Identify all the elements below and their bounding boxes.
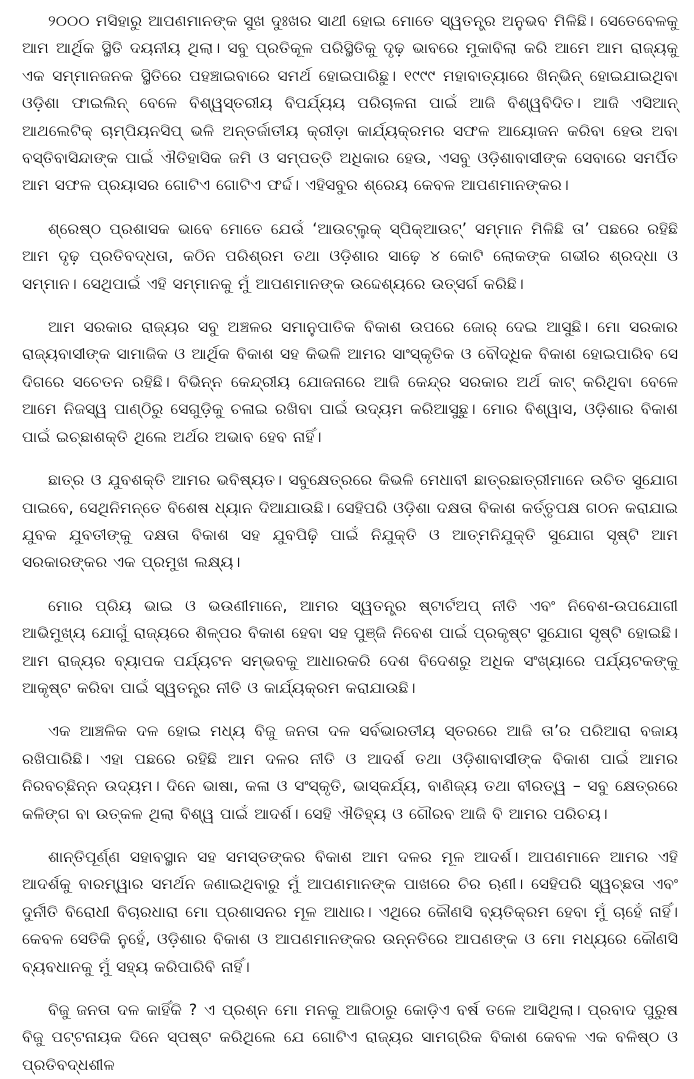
paragraph-3: ଆମ ସରକାର ରାଜ୍ୟର ସବୁ ଅଞ୍ଚଳର ସମାନୁପାତିକ ବିକାଶ ଉପରେ ଜୋର୍ ଦେଇ ଆସୁଛି। ମୋ ସରକାର ରାଜ୍ୟବାସୀଙ୍କ ସାମାଜିକ ଓ ଆର୍ଥିକ ବିକାଶ ସହ କିଭଳି ଆମର ସାଂସ୍କୃତିକ ଓ ବୌଦ୍ଧିକ ବିକାଶ ହୋଇପାରିବ ସେ ଦିଗରେ ସଚେତନ ରହିଛି। ବିଭିନ୍ନ କେନ୍ଦ୍ରୀୟ ଯୋଜନାରେ ଆଜି କେନ୍ଦ୍ର ସରକାର ଅର୍ଥ କାଟ୍ କରିଥିବା ବେଳେ ଆମେ ନିଜସ୍ୱ ପାଣ୍ଠିରୁ ସେଗୁଡ଼ିକୁ ଚଳାଇ ରଖିବା ପାଇଁ ଉଦ୍ୟମ କରିଆସୁଛୁ। ମୋର ବିଶ୍ୱାସ, ଓଡ଼ିଶାର ବିକାଶ ପାଇଁ ଇଚ୍ଛାଶକ୍ତି ଥିଲେ ଅର୍ଥର ଅଭାବ ହେବ ନାହିଁ। (22, 318, 678, 446)
paragraph-7: ଶାନ୍ତିପୂର୍ଣ୍ଣ ସହାବସ୍ଥାନ ସହ ସମସ୍ତଙ୍କର ବିକାଶ ଆମ ଦଳର ମୂଳ ଆଦର୍ଶ। ଆପଣମାନେ ଆମର ଏହି ଆଦର୍ଶକୁ ବାରମ୍ୱାର ସମର୍ଥନ ଜଣାଇଥିବାରୁ ମୁଁ ଆପଣମାନଙ୍କ ପାଖରେ ଚିର ଋଣୀ। ସେହିପରି ସ୍ୱଚ୍ଛତା ଏବଂ ଦୁର୍ନୀତି ବିରୋଧୀ ବିଚାରଧାରା ମୋ ପ୍ରଶାସନର ମୂଳ ଆଧାର। ଏଥିରେ କୌଣସି ବ୍ୟତିକ୍ରମ ହେବା ମୁଁ ଚାହେଁ ନାହିଁ। କେବଳ ସେତିକି ନୁହେଁ, ଓଡ଼ିଶାର ବିକାଶ ଓ ଆପଣମାନଙ୍କର ଉନ୍ନତିରେ ଆପଣଙ୍କ ଓ ମୋ ମଧ୍ୟରେ କୌଣସି ବ୍ୟବଧାନକୁ ମୁଁ ସହ୍ୟ କରିପାରିବି ନାହିଁ। (22, 847, 678, 976)
paragraph-2: ଶ୍ରେଷ୍ଠ ପ୍ରଶାସକ ଭାବେ ମୋତେ ଯେଉଁ ‘ଆଉଟ୍‌ଲୁକ୍ ସ୍ପିକ୍‌ଆଉଟ୍’ ସମ୍ମାନ ମିଳିଛି ତା’ ପଛରେ ରହିଛି ଆମ ଦୃଢ଼ ପ୍ରତିବଦ୍ଧତା, କଠିନ ପରିଶ୍ରମ ତଥା ଓଡ଼ିଶାର ସାଢ଼େ ୪ କୋଟି ଲୋକଙ୍କ ଗଭୀର ଶ୍ରଦ୍ଧା ଓ ସମ୍ମାନ। ସେଥିପାଇଁ ଏହି ସମ୍ମାନକୁ ମୁଁ ଆପଣମାନଙ୍କ ଉଦ୍ଦେଶ୍ୟରେ ଉତ୍ସର୍ଗ କରିଛି। (22, 219, 678, 293)
paragraph-1: ୨୦୦୦ ମସିହାରୁ ଆପଣମାନଙ୍କ ସୁଖ ଦୁଃଖର ସାଥୀ ହୋଇ ମୋତେ ସ୍ୱତନ୍ତ୍ର ଅନୁଭବ ମିଳିଛି। ସେତେବେଳକୁ ଆମ ଆର୍ଥିକ ସ୍ଥିତି ଦୟନୀୟ ଥିଲା। ସବୁ ପ୍ରତିକୂଳ ପରିସ୍ଥିତିକୁ ଦୃଢ଼ ଭାବରେ ମୁକାବିଲା କରି ଆମେ ଆମ ରାଜ୍ୟକୁ ଏକ ସମ୍ମାନଜନକ ସ୍ଥିତିରେ ପହଞ୍ଚାଇବାରେ ସମର୍ଥ ହୋଇପାରିଛୁ। ୧୯୯୯ ମହାବାତ୍ୟାରେ ଖିନ୍‌ଭିନ୍ ହୋଇଯାଇଥିବା ଓଡ଼ିଶା ଫାଇଲିନ୍ ବେଳେ ବିଶ୍ୱସ୍ତରୀୟ ବିପର୍ଯ୍ୟୟ ପରିଚାଳନା ପାଇଁ ଆଜି ବିଶ୍ୱବିଦିତ। ଆଜି ଏସିଆନ୍ ଆଥଲେଟିକ୍ ଚାମ୍ପିୟନସିପ୍ ଭଳି ଅନ୍ତର୍ଜାତୀୟ କ୍ରୀଡ଼ା କାର୍ଯ୍ୟକ୍ରମର ସଫଳ ଆୟୋଜନ କରିବା ହେଉ ଅବା ବସ୍ତିବାସିନ୍ଦାଙ୍କ ପାଇଁ ଐତିହାସିକ ଜମି ଓ ସମ୍ପତ୍ତି ଅଧିକାର ହେଉ, ଏସବୁ ଓଡ଼ିଶାବାସୀଙ୍କ ସେବାରେ ସମର୍ପିତ ଆମ ସଫଳ ପ୍ରୟାସର ଗୋଟିଏ ଗୋଟିଏ ଫର୍ଦ୍ଦ। ଏହିସବୁର ଶ୍ରେୟ କେବଳ ଆପଣମାନଙ୍କର। (22, 12, 678, 195)
paragraph-4: ଛାତ୍ର ଓ ଯୁବଶକ୍ତି ଆମର ଭବିଷ୍ୟତ। ସବୁକ୍ଷେତ୍ରରେ କିଭଳି ମେଧାବୀ ଛାତ୍ରଛାତ୍ରୀମାନେ ଉଚିତ ସୁଯୋଗ ପାଇବେ, ସେଥିନିମନ୍ତେ ବିଶେଷ ଧ୍ୟାନ ଦିଆଯାଉଛି। ସେହିପରି ଓଡ଼ିଶା ଦକ୍ଷତା ବିକାଶ କର୍ତ୍ତୃପକ୍ଷ ଗଠନ କରାଯାଇ ଯୁବକ ଯୁବତୀଙ୍କୁ ଦକ୍ଷତା ବିକାଶ ସହ ଯୁବପିଢ଼ି ପାଇଁ ନିଯୁକ୍ତି ଓ ଆତ୍ମନିଯୁକ୍ତି ସୁଯୋଗ ସୃଷ୍ଟି ଆମ ସରକାରଙ୍କର ଏକ ପ୍ରମୁଖ ଲକ୍ଷ୍ୟ। (22, 471, 678, 572)
paragraph-6: ଏକ ଆଞ୍ଚଳିକ ଦଳ ହୋଇ ମଧ୍ୟ ବିଜୁ ଜନତା ଦଳ ସର୍ବଭାରତୀୟ ସ୍ତରରେ ଆଜି ତା’ର ପରିଆରା ବଜାୟ ରଖିପାରିଛି। ଏହା ପଛରେ ରହିଛି ଆମ ଦଳର ନୀତି ଓ ଆଦର୍ଶ ତଥା ଓଡ଼ିଶାବାସୀଙ୍କ ବିକାଶ ପାଇଁ ଆମର ନିରବଚ୍ଛିନ୍ନ ଉଦ୍ୟମ। ଦିନେ ଭାଷା, କଳା ଓ ସଂସ୍କୃତି, ଭାସ୍କର୍ଯ୍ୟ, ବାଣିଜ୍ୟ ତଥା ବୀରତ୍ୱ – ସବୁ କ୍ଷେତ୍ରରେ କଳିଙ୍ଗ ବା ଉତ୍କଳ ଥିଲା ବିଶ୍ୱ ପାଇଁ ଆଦର୍ଶ। ସେହି ଐତିହ୍ୟ ଓ ଗୌରବ ଆଜି ବି ଆମର ପରିଚୟ। (22, 722, 678, 823)
paragraph-5: ମୋର ପ୍ରିୟ ଭାଇ ଓ ଭଉଣୀମାନେ, ଆମର ସ୍ୱତନ୍ତ୍ର ଷ୍ଟାର୍ଟଅପ୍ ନୀତି ଏବଂ ନିବେଶ-ଉପଯୋଗୀ ଆଭିମୁଖ୍ୟ ଯୋଗୁଁ ରାଜ୍ୟରେ ଶିଳ୍ପର ବିକାଶ ହେବା ସହ ପୁଞ୍ଜି ନିବେଶ ପାଇଁ ପ୍ରକୃଷ୍ଟ ସୁଯୋଗ ସୃଷ୍ଟି ହୋଇଛି। ଆମ ରାଜ୍ୟର ବ୍ୟାପକ ପର୍ଯ୍ୟଟନ ସମ୍ଭବକୁ ଆଧାରକରି ଦେଶ ବିଦେଶରୁ ଅଧିକ ସଂଖ୍ୟାରେ ପର୍ଯ୍ୟଟକଙ୍କୁ ଆକୃଷ୍ଟ କରିବା ପାଇଁ ସ୍ୱତନ୍ତ୍ର ନୀତି ଓ କାର୍ଯ୍ୟକ୍ରମ କରାଯାଉଛି। (22, 596, 678, 697)
paragraph-8: ବିଜୁ ଜନତା ଦଳ କାହିଁକି ? ଏ ପ୍ରଶ୍ନ ମୋ ମନକୁ ଆଜିଠାରୁ କୋଡ଼ିଏ ବର୍ଷ ତଳେ ଆସିଥିଲା। ପ୍ରବାଦ ପୁରୁଷ ବିଜୁ ପଟ୍ଟନାୟକ ଦିନେ ସ୍ପଷ୍ଟ କରିଥିଲେ ଯେ ଗୋଟିଏ ରାଜ୍ୟର ସାମଗ୍ରିକ ବିକାଶ କେବଳ ଏକ ବଳିଷ୍ଠ ଓ ପ୍ରତିବଦ୍ଧଶୀଳ (22, 1001, 678, 1074)
